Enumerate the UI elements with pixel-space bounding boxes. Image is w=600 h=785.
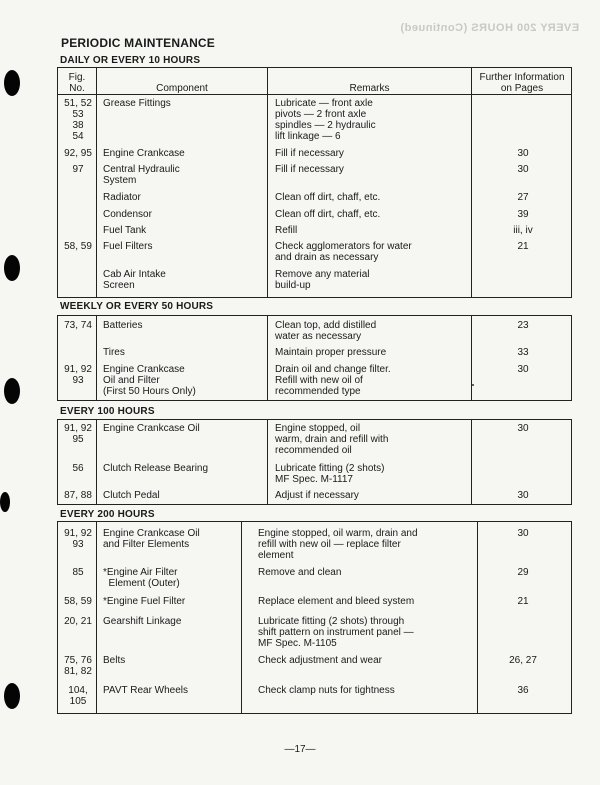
section-title-daily: DAILY OR EVERY 10 HOURS: [60, 55, 201, 66]
component-name: Cab Air Intake Screen: [103, 269, 166, 291]
component-name: Engine Crankcase Oil and Filter Elements: [103, 528, 200, 550]
header-separator: [58, 94, 571, 95]
column-divider: [471, 68, 472, 297]
remarks-text: Fill if necessary: [275, 148, 344, 159]
column-divider: [471, 420, 472, 504]
page-title: PERIODIC MAINTENANCE: [61, 36, 216, 50]
header-further-info: Further Information on Pages: [479, 72, 565, 94]
component-name: Clutch Pedal: [103, 490, 160, 501]
remarks-text: Clean top, add distilled water as necessary: [275, 320, 377, 342]
page-reference: 26, 27: [509, 655, 537, 666]
fig-number: 104, 105: [68, 685, 88, 707]
page-reference: 23: [517, 320, 529, 331]
component-name: Radiator: [103, 192, 141, 203]
binder-hole: [4, 70, 20, 96]
section-title-100-hours: EVERY 100 HOURS: [60, 406, 155, 417]
page-reference: 29: [517, 567, 529, 578]
stray-mark: [472, 384, 474, 386]
fig-number: 97: [72, 164, 84, 175]
column-divider: [241, 522, 242, 713]
header-component: Component: [156, 83, 208, 94]
section-title-200-hours: EVERY 200 HOURS: [60, 509, 155, 520]
component-name: *Engine Fuel Filter: [103, 596, 186, 607]
section-title-weekly: WEEKLY OR EVERY 50 HOURS: [60, 301, 214, 312]
header-remarks: Remarks: [349, 83, 390, 94]
fig-number: 92, 95: [64, 148, 92, 159]
component-name: Engine Crankcase: [103, 148, 185, 159]
page-reference: 30: [517, 148, 529, 159]
remarks-text: Clean off dirt, chaff, etc.: [275, 192, 381, 203]
remarks-text: Engine stopped, oil warm, drain and refill with recommended oil: [275, 423, 389, 456]
component-name: *Engine Air Filter Element (Outer): [103, 567, 180, 589]
page-reference: 30: [517, 364, 529, 375]
remarks-text: Remove and clean: [258, 567, 342, 578]
remarks-text: Refill: [275, 225, 298, 236]
table-200-hours: [57, 521, 572, 714]
remarks-text: Lubricate — front axle pivots — 2 front axle spindles — 2 hydraulic lift linkage — 6: [275, 98, 376, 142]
page-reference: 30: [517, 490, 529, 501]
remarks-text: Replace element and bleed system: [258, 596, 415, 607]
component-name: Fuel Filters: [103, 241, 153, 252]
binder-hole: [4, 683, 20, 709]
remarks-text: Remove any material build-up: [275, 269, 370, 291]
component-name: Grease Fittings: [103, 98, 171, 109]
component-name: PAVT Rear Wheels: [103, 685, 189, 696]
binder-hole: [4, 378, 20, 404]
fig-number: 51, 52 53 38 54: [64, 98, 92, 142]
remarks-text: Maintain proper pressure: [275, 347, 387, 358]
header-fig-no: Fig. No.: [68, 72, 86, 94]
bleed-through-text: EVERY 200 HOURS (Continued): [400, 22, 580, 34]
fig-number: 58, 59: [64, 596, 92, 607]
fig-number: 56: [72, 463, 84, 474]
fig-number: 75, 76 81, 82: [64, 655, 92, 677]
remarks-text: Check clamp nuts for tightness: [258, 685, 395, 696]
remarks-text: Drain oil and change filter. Refill with new oil of recommended type: [275, 364, 391, 397]
page-reference: 27: [517, 192, 529, 203]
page-reference: 33: [517, 347, 529, 358]
page-reference: iii, iv: [513, 225, 533, 236]
column-divider: [267, 316, 268, 400]
fig-number: 85: [72, 567, 84, 578]
page-reference: 21: [517, 241, 529, 252]
component-name: Fuel Tank: [103, 225, 147, 236]
fig-number: 58, 59: [64, 241, 92, 252]
component-name: Gearshift Linkage: [103, 616, 182, 627]
binder-hole: [0, 492, 10, 512]
page-reference: 30: [517, 528, 529, 539]
component-name: Batteries: [103, 320, 143, 331]
table-100-hours: [57, 419, 572, 505]
page-reference: 39: [517, 209, 529, 220]
component-name: Tires: [103, 347, 125, 358]
table-daily: [57, 67, 572, 298]
column-divider: [267, 68, 268, 297]
fig-number: 20, 21: [64, 616, 92, 627]
column-divider: [471, 316, 472, 400]
remarks-text: Lubricate fitting (2 shots) MF Spec. M-1117: [275, 463, 385, 485]
page-reference: 30: [517, 423, 529, 434]
remarks-text: Check agglomerators for water and drain as necessary: [275, 241, 412, 263]
page-number: —17—: [284, 744, 316, 755]
remarks-text: Check adjustment and wear: [258, 655, 382, 666]
fig-number: 87, 88: [64, 490, 92, 501]
page-reference: 36: [517, 685, 529, 696]
table-weekly: [57, 315, 572, 401]
component-name: Central Hydraulic System: [103, 164, 180, 186]
remarks-text: Clean off dirt, chaff, etc.: [275, 209, 381, 220]
page-reference: 30: [517, 164, 529, 175]
component-name: Clutch Release Bearing: [103, 463, 209, 474]
remarks-text: Fill if necessary: [275, 164, 344, 175]
column-divider: [267, 420, 268, 504]
binder-hole: [4, 255, 20, 281]
fig-number: 91, 92 95: [64, 423, 92, 445]
remarks-text: Adjust if necessary: [275, 490, 359, 501]
remarks-text: Lubricate fitting (2 shots) through shift pattern on instrument panel — MF Spec. M-1105: [258, 616, 414, 649]
fig-number: 91, 92 93: [64, 364, 92, 386]
fig-number: 73, 74: [64, 320, 92, 331]
component-name: Condensor: [103, 209, 152, 220]
component-name: Engine Crankcase Oil: [103, 423, 200, 434]
page-reference: 21: [517, 596, 529, 607]
component-name: Engine Crankcase Oil and Filter (First 50 Hours Only): [103, 364, 196, 397]
fig-number: 91, 92 93: [64, 528, 92, 550]
remarks-text: Engine stopped, oil warm, drain and refill with new oil — replace filter element: [258, 528, 418, 561]
component-name: Belts: [103, 655, 126, 666]
